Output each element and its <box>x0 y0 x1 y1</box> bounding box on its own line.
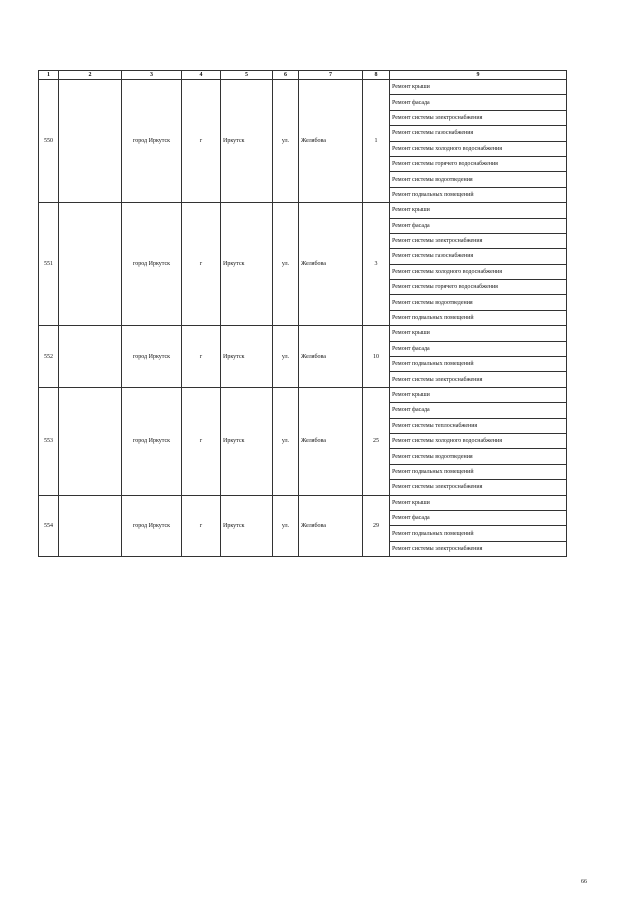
table-row <box>39 326 567 341</box>
table-body <box>39 80 567 557</box>
work-type-cell: Ремонт подвальных помещений <box>390 310 567 325</box>
work-type-cell: Ремонт системы холодного водоснабжения <box>390 433 567 448</box>
street-cell: Желябова <box>299 203 363 326</box>
record-number-cell: 552 <box>39 326 59 388</box>
work-type-cell: Ремонт фасада <box>390 95 567 110</box>
city-type-cell: г <box>182 387 221 495</box>
settlement-cell: город Иркутск <box>122 80 182 203</box>
page-number: 66 <box>581 879 587 885</box>
street-cell: Желябова <box>299 495 363 557</box>
work-type-cell: Ремонт фасада <box>390 510 567 525</box>
blank-cell <box>59 80 122 203</box>
work-type-cell: Ремонт фасада <box>390 341 567 356</box>
work-type-cell: Ремонт системы теплоснабжения <box>390 418 567 433</box>
street-type-cell: ул. <box>273 203 299 326</box>
settlement-cell: город Иркутск <box>122 203 182 326</box>
work-type-cell: Ремонт крыши <box>390 80 567 95</box>
house-number-cell: 25 <box>363 387 390 495</box>
record-number-cell: 554 <box>39 495 59 557</box>
settlement-cell: город Иркутск <box>122 495 182 557</box>
blank-cell <box>59 326 122 388</box>
city-type-cell: г <box>182 80 221 203</box>
column-header: 6 <box>273 71 299 80</box>
city-type-cell: г <box>182 495 221 557</box>
table-row <box>39 387 567 402</box>
column-header: 2 <box>59 71 122 80</box>
work-type-cell: Ремонт крыши <box>390 203 567 218</box>
column-header: 1 <box>39 71 59 80</box>
work-type-cell: Ремонт системы газоснабжения <box>390 126 567 141</box>
work-type-cell: Ремонт системы электроснабжения <box>390 233 567 248</box>
street-type-cell: ул. <box>273 80 299 203</box>
street-type-cell: ул. <box>273 387 299 495</box>
work-type-cell: Ремонт подвальных помещений <box>390 357 567 372</box>
work-type-cell: Ремонт крыши <box>390 387 567 402</box>
work-type-cell: Ремонт системы холодного водоснабжения <box>390 141 567 156</box>
work-type-cell: Ремонт системы электроснабжения <box>390 480 567 495</box>
work-type-cell: Ремонт системы холодного водоснабжения <box>390 264 567 279</box>
column-header: 8 <box>363 71 390 80</box>
settlement-cell: город Иркутск <box>122 326 182 388</box>
column-header: 5 <box>221 71 273 80</box>
work-type-cell: Ремонт подвальных помещений <box>390 464 567 479</box>
city-cell: Иркутск <box>221 387 273 495</box>
city-type-cell: г <box>182 203 221 326</box>
street-type-cell: ул. <box>273 326 299 388</box>
work-type-cell: Ремонт системы электроснабжения <box>390 372 567 387</box>
blank-cell <box>59 495 122 557</box>
work-type-cell: Ремонт системы электроснабжения <box>390 541 567 556</box>
work-type-cell: Ремонт системы горячего водоснабжения <box>390 280 567 295</box>
work-type-cell: Ремонт системы водоотведения <box>390 449 567 464</box>
table-row <box>39 80 567 95</box>
repair-program-table <box>38 70 567 557</box>
column-header: 4 <box>182 71 221 80</box>
column-header: 9 <box>390 71 567 80</box>
city-cell: Иркутск <box>221 80 273 203</box>
column-number-row <box>39 71 567 80</box>
record-number-cell: 550 <box>39 80 59 203</box>
house-number-cell: 29 <box>363 495 390 557</box>
column-header: 7 <box>299 71 363 80</box>
house-number-cell: 1 <box>363 80 390 203</box>
house-number-cell: 10 <box>363 326 390 388</box>
work-type-cell: Ремонт фасада <box>390 403 567 418</box>
work-type-cell: Ремонт системы водоотведения <box>390 172 567 187</box>
work-type-cell: Ремонт подвальных помещений <box>390 526 567 541</box>
city-cell: Иркутск <box>221 495 273 557</box>
city-type-cell: г <box>182 326 221 388</box>
street-cell: Желябова <box>299 326 363 388</box>
record-number-cell: 553 <box>39 387 59 495</box>
settlement-cell: город Иркутск <box>122 387 182 495</box>
work-type-cell: Ремонт фасада <box>390 218 567 233</box>
street-cell: Желябова <box>299 80 363 203</box>
work-type-cell: Ремонт системы газоснабжения <box>390 249 567 264</box>
city-cell: Иркутск <box>221 326 273 388</box>
table-row <box>39 203 567 218</box>
house-number-cell: 3 <box>363 203 390 326</box>
blank-cell <box>59 203 122 326</box>
column-header: 3 <box>122 71 182 80</box>
blank-cell <box>59 387 122 495</box>
work-type-cell: Ремонт системы горячего водоснабжения <box>390 156 567 171</box>
street-cell: Желябова <box>299 387 363 495</box>
work-type-cell: Ремонт системы электроснабжения <box>390 110 567 125</box>
work-type-cell: Ремонт подвальных помещений <box>390 187 567 202</box>
record-number-cell: 551 <box>39 203 59 326</box>
table-row <box>39 495 567 510</box>
work-type-cell: Ремонт крыши <box>390 495 567 510</box>
work-type-cell: Ремонт системы водоотведения <box>390 295 567 310</box>
city-cell: Иркутск <box>221 203 273 326</box>
work-type-cell: Ремонт крыши <box>390 326 567 341</box>
street-type-cell: ул. <box>273 495 299 557</box>
